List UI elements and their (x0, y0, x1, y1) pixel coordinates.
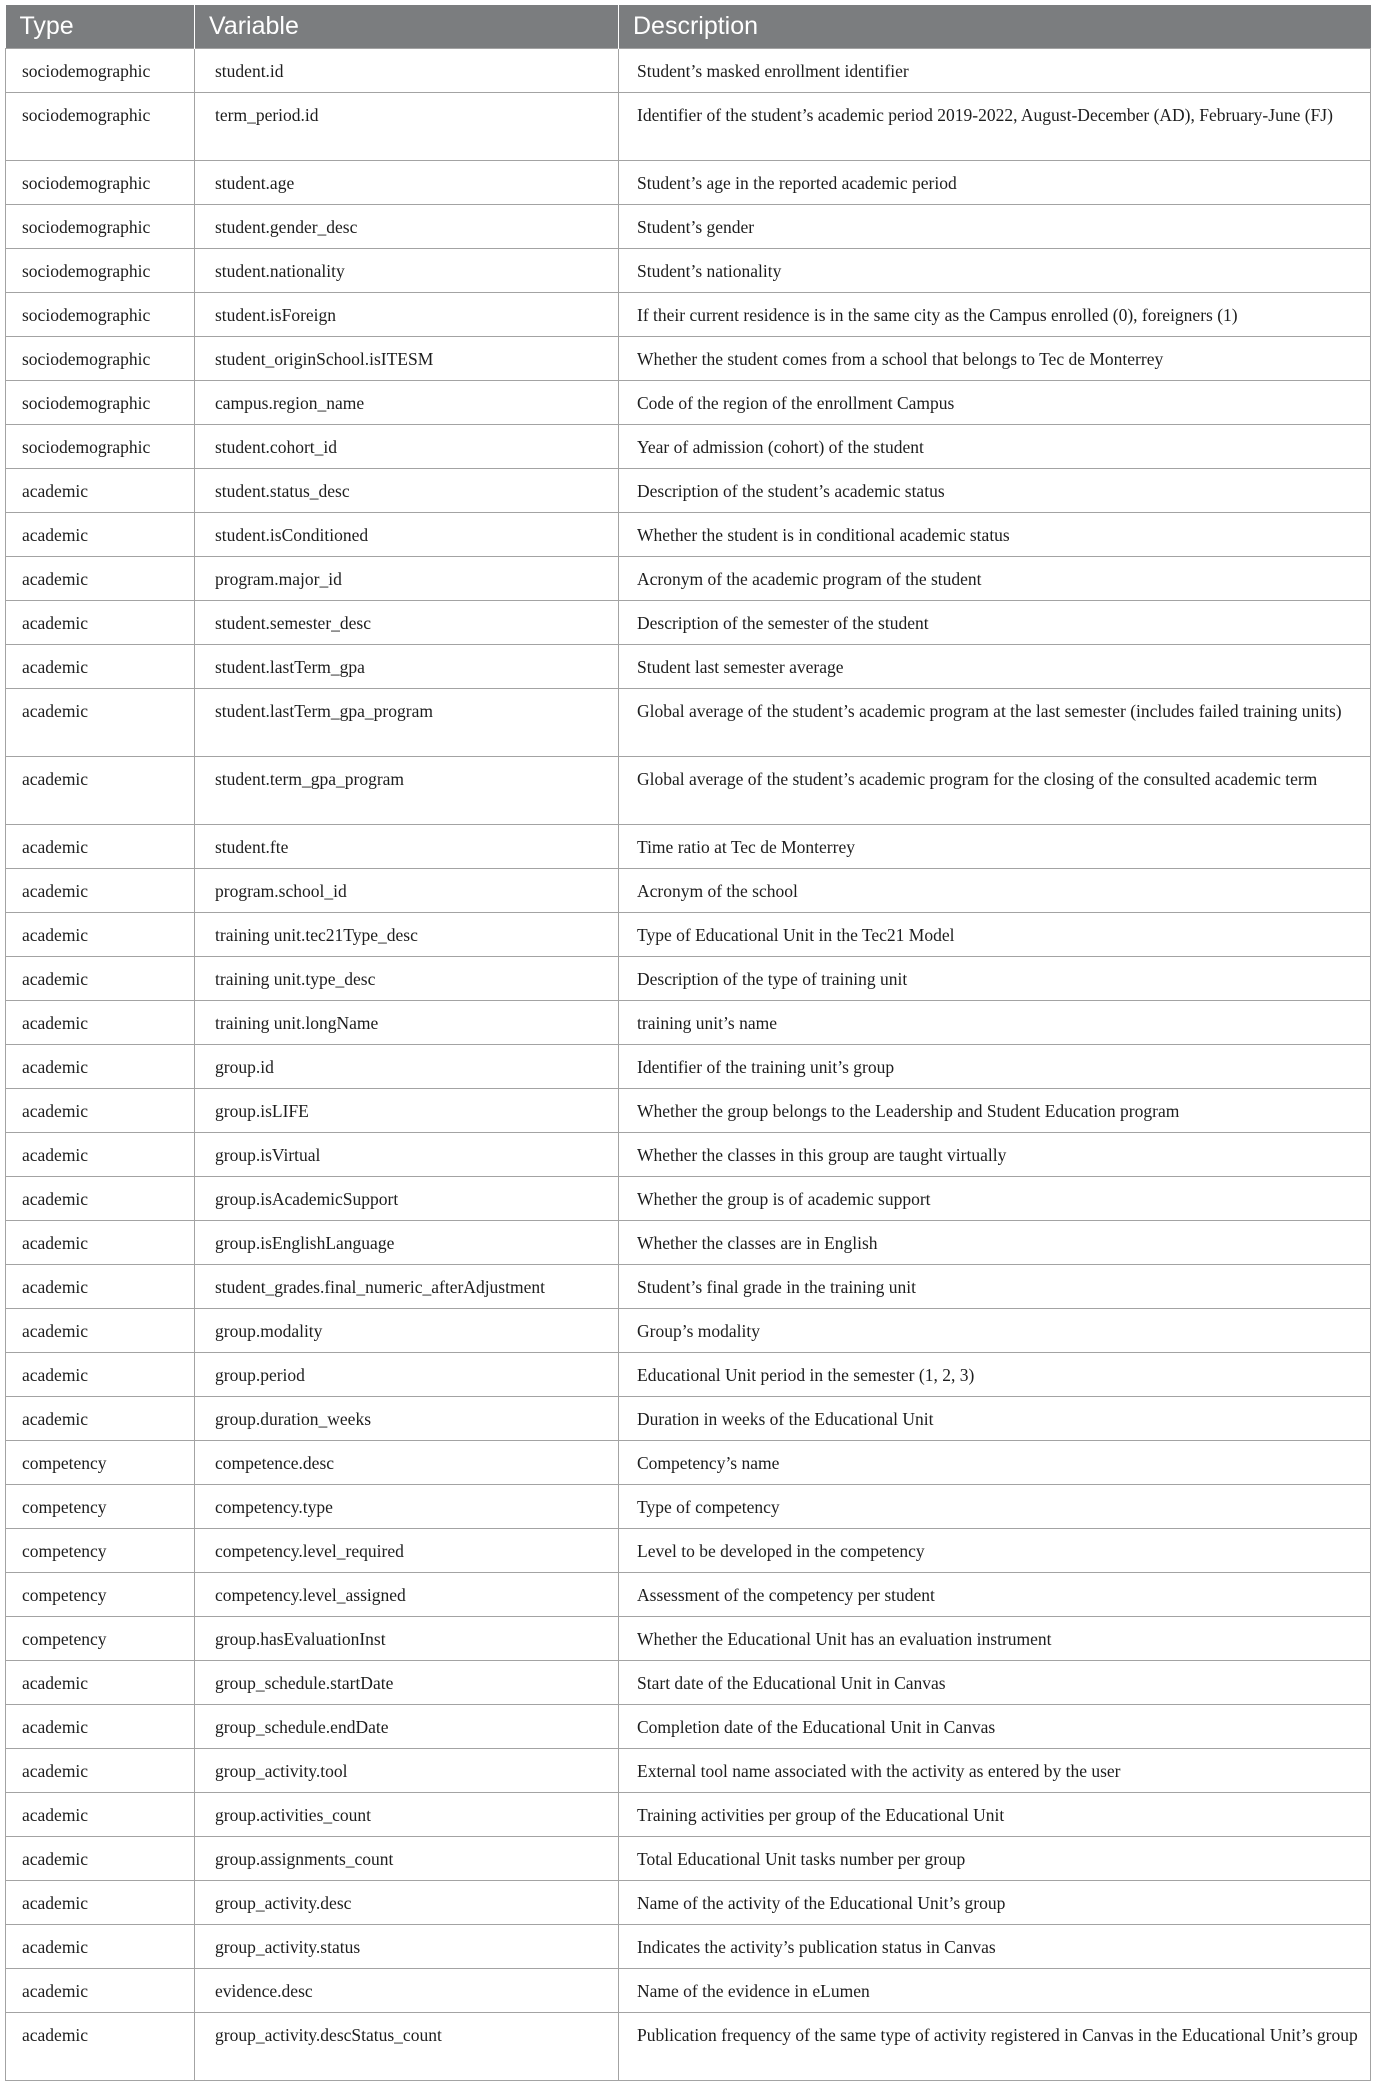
variable-cell: group_schedule.startDate (195, 1661, 619, 1705)
variable-cell: competency.level_assigned (195, 1573, 619, 1617)
table-row (6, 1705, 1371, 1749)
variable-cell: student.gender_desc (195, 205, 619, 249)
description-cell: Description of the student’s academic status (619, 469, 1371, 513)
type-cell: academic (6, 469, 195, 513)
table-header (6, 5, 1371, 49)
description-cell: Whether the classes in this group are taught virtually (619, 1133, 1371, 1177)
variable-cell: student.id (195, 49, 619, 93)
table-row (6, 1573, 1371, 1617)
type-cell: sociodemographic (6, 205, 195, 249)
table-row (6, 1133, 1371, 1177)
description-cell: Identifier of the student’s academic period 2019-2022, August-December (AD), February-June (FJ) (619, 93, 1371, 161)
type-cell: academic (6, 1089, 195, 1133)
description-cell: If their current residence is in the same city as the Campus enrolled (0), foreigners (1) (619, 293, 1371, 337)
description-cell: Time ratio at Tec de Monterrey (619, 825, 1371, 869)
variable-cell: student.age (195, 161, 619, 205)
table-row (6, 1265, 1371, 1309)
table-row (6, 1353, 1371, 1397)
description-cell: Student last semester average (619, 645, 1371, 689)
variable-cell: student.isForeign (195, 293, 619, 337)
table-row (6, 381, 1371, 425)
description-cell: Group’s modality (619, 1309, 1371, 1353)
variable-cell: competence.desc (195, 1441, 619, 1485)
table-row (6, 2013, 1371, 2081)
type-cell: academic (6, 1397, 195, 1441)
variable-cell: student.semester_desc (195, 601, 619, 645)
type-cell: academic (6, 913, 195, 957)
description-cell: Whether the group is of academic support (619, 1177, 1371, 1221)
description-cell: Year of admission (cohort) of the student (619, 425, 1371, 469)
variable-cell: training unit.type_desc (195, 957, 619, 1001)
variable-cell: student.term_gpa_program (195, 757, 619, 825)
table-row (6, 1925, 1371, 1969)
variable-cell: student_originSchool.isITESM (195, 337, 619, 381)
type-cell: academic (6, 1661, 195, 1705)
description-cell: Whether the group belongs to the Leadership and Student Education program (619, 1089, 1371, 1133)
table-row (6, 913, 1371, 957)
type-cell: academic (6, 601, 195, 645)
description-cell: Whether the student is in conditional academic status (619, 513, 1371, 557)
table-row (6, 249, 1371, 293)
table-row (6, 1969, 1371, 2013)
variable-cell: training unit.tec21Type_desc (195, 913, 619, 957)
description-cell: Whether the student comes from a school that belongs to Tec de Monterrey (619, 337, 1371, 381)
type-cell: academic (6, 1925, 195, 1969)
table-row (6, 1001, 1371, 1045)
description-cell: Name of the activity of the Educational Unit’s group (619, 1881, 1371, 1925)
type-cell: competency (6, 1485, 195, 1529)
header-row (6, 5, 1371, 49)
type-cell: competency (6, 1617, 195, 1661)
table-row (6, 757, 1371, 825)
variable-cell: student.lastTerm_gpa_program (195, 689, 619, 757)
variables-table (5, 5, 1371, 2081)
table-row (6, 689, 1371, 757)
type-cell: academic (6, 1177, 195, 1221)
variable-cell: group.period (195, 1353, 619, 1397)
type-cell: academic (6, 1705, 195, 1749)
type-cell: academic (6, 869, 195, 913)
type-cell: academic (6, 1793, 195, 1837)
variable-cell: group.modality (195, 1309, 619, 1353)
table-row (6, 469, 1371, 513)
type-cell: sociodemographic (6, 49, 195, 93)
variable-cell: group.isAcademicSupport (195, 1177, 619, 1221)
description-cell: Whether the Educational Unit has an evaluation instrument (619, 1617, 1371, 1661)
description-cell: Training activities per group of the Educational Unit (619, 1793, 1371, 1837)
description-cell: Type of competency (619, 1485, 1371, 1529)
variable-cell: student_grades.final_numeric_afterAdjustment (195, 1265, 619, 1309)
type-cell: academic (6, 1837, 195, 1881)
table-row (6, 1793, 1371, 1837)
table-row (6, 1397, 1371, 1441)
description-cell: Global average of the student’s academic program for the closing of the consulted academic term (619, 757, 1371, 825)
table-row (6, 1089, 1371, 1133)
variable-cell: group.assignments_count (195, 1837, 619, 1881)
table-row (6, 557, 1371, 601)
description-cell: Indicates the activity’s publication status in Canvas (619, 1925, 1371, 1969)
variable-cell: evidence.desc (195, 1969, 619, 2013)
description-cell: Student’s nationality (619, 249, 1371, 293)
table-row (6, 825, 1371, 869)
type-cell: sociodemographic (6, 161, 195, 205)
description-cell: Assessment of the competency per student (619, 1573, 1371, 1617)
variable-cell: competency.type (195, 1485, 619, 1529)
type-cell: academic (6, 1133, 195, 1177)
variable-cell: program.school_id (195, 869, 619, 913)
description-cell: Start date of the Educational Unit in Canvas (619, 1661, 1371, 1705)
variable-cell: term_period.id (195, 93, 619, 161)
description-cell: Duration in weeks of the Educational Unit (619, 1397, 1371, 1441)
variable-cell: group.isEnglishLanguage (195, 1221, 619, 1265)
description-cell: Student’s masked enrollment identifier (619, 49, 1371, 93)
variable-cell: training unit.longName (195, 1001, 619, 1045)
variable-cell: student.nationality (195, 249, 619, 293)
description-cell: Description of the semester of the student (619, 601, 1371, 645)
table-row (6, 337, 1371, 381)
table-row (6, 957, 1371, 1001)
type-cell: academic (6, 1749, 195, 1793)
description-cell: Competency’s name (619, 1441, 1371, 1485)
type-cell: sociodemographic (6, 337, 195, 381)
table-row (6, 1749, 1371, 1793)
type-cell: academic (6, 557, 195, 601)
variable-cell: student.fte (195, 825, 619, 869)
type-cell: academic (6, 825, 195, 869)
header-variable: Variable (195, 5, 619, 49)
table-row (6, 93, 1371, 161)
description-cell: Publication frequency of the same type of activity registered in Canvas in the Educational Unit’s group (619, 2013, 1371, 2081)
table-row (6, 1485, 1371, 1529)
type-cell: academic (6, 1969, 195, 2013)
table-row (6, 1177, 1371, 1221)
type-cell: academic (6, 645, 195, 689)
variable-cell: student.cohort_id (195, 425, 619, 469)
table-body (6, 49, 1371, 2081)
table-row (6, 601, 1371, 645)
variable-cell: group_activity.tool (195, 1749, 619, 1793)
table-row (6, 1045, 1371, 1089)
header-description: Description (619, 5, 1371, 49)
type-cell: competency (6, 1573, 195, 1617)
description-cell: Completion date of the Educational Unit in Canvas (619, 1705, 1371, 1749)
variable-cell: group_activity.desc (195, 1881, 619, 1925)
table-row (6, 1837, 1371, 1881)
table-row (6, 1441, 1371, 1485)
table-row (6, 869, 1371, 913)
variable-cell: group_activity.descStatus_count (195, 2013, 619, 2081)
type-cell: academic (6, 757, 195, 825)
type-cell: sociodemographic (6, 93, 195, 161)
description-cell: Student’s age in the reported academic period (619, 161, 1371, 205)
variables-table-container (5, 5, 1370, 2081)
variable-cell: group.isVirtual (195, 1133, 619, 1177)
type-cell: sociodemographic (6, 249, 195, 293)
variable-cell: group.hasEvaluationInst (195, 1617, 619, 1661)
variable-cell: competency.level_required (195, 1529, 619, 1573)
type-cell: academic (6, 689, 195, 757)
table-row (6, 1617, 1371, 1661)
description-cell: Type of Educational Unit in the Tec21 Model (619, 913, 1371, 957)
variable-cell: student.status_desc (195, 469, 619, 513)
variable-cell: student.lastTerm_gpa (195, 645, 619, 689)
description-cell: Level to be developed in the competency (619, 1529, 1371, 1573)
type-cell: academic (6, 1221, 195, 1265)
type-cell: sociodemographic (6, 381, 195, 425)
description-cell: Student’s final grade in the training unit (619, 1265, 1371, 1309)
description-cell: Acronym of the academic program of the student (619, 557, 1371, 601)
header-type: Type (6, 5, 195, 49)
variable-cell: group_schedule.endDate (195, 1705, 619, 1749)
description-cell: External tool name associated with the activity as entered by the user (619, 1749, 1371, 1793)
description-cell: Educational Unit period in the semester (1, 2, 3) (619, 1353, 1371, 1397)
table-row (6, 293, 1371, 337)
type-cell: academic (6, 1001, 195, 1045)
variable-cell: group_activity.status (195, 1925, 619, 1969)
variable-cell: group.duration_weeks (195, 1397, 619, 1441)
variable-cell: group.id (195, 1045, 619, 1089)
type-cell: academic (6, 957, 195, 1001)
description-cell: Whether the classes are in English (619, 1221, 1371, 1265)
type-cell: academic (6, 2013, 195, 2081)
table-row (6, 1221, 1371, 1265)
table-row (6, 513, 1371, 557)
type-cell: academic (6, 1353, 195, 1397)
description-cell: training unit’s name (619, 1001, 1371, 1045)
description-cell: Global average of the student’s academic program at the last semester (includes failed training units) (619, 689, 1371, 757)
description-cell: Name of the evidence in eLumen (619, 1969, 1371, 2013)
table-row (6, 1661, 1371, 1705)
type-cell: academic (6, 1045, 195, 1089)
variable-cell: student.isConditioned (195, 513, 619, 557)
type-cell: academic (6, 513, 195, 557)
table-row (6, 1529, 1371, 1573)
type-cell: competency (6, 1529, 195, 1573)
variable-cell: campus.region_name (195, 381, 619, 425)
variable-cell: program.major_id (195, 557, 619, 601)
type-cell: academic (6, 1265, 195, 1309)
description-cell: Acronym of the school (619, 869, 1371, 913)
table-row (6, 1881, 1371, 1925)
variable-cell: group.activities_count (195, 1793, 619, 1837)
variable-cell: group.isLIFE (195, 1089, 619, 1133)
table-row (6, 205, 1371, 249)
description-cell: Code of the region of the enrollment Campus (619, 381, 1371, 425)
table-row (6, 645, 1371, 689)
table-row (6, 425, 1371, 469)
description-cell: Student’s gender (619, 205, 1371, 249)
description-cell: Total Educational Unit tasks number per group (619, 1837, 1371, 1881)
table-row (6, 1309, 1371, 1353)
type-cell: academic (6, 1309, 195, 1353)
type-cell: academic (6, 1881, 195, 1925)
type-cell: competency (6, 1441, 195, 1485)
description-cell: Description of the type of training unit (619, 957, 1371, 1001)
table-row (6, 161, 1371, 205)
description-cell: Identifier of the training unit’s group (619, 1045, 1371, 1089)
type-cell: sociodemographic (6, 293, 195, 337)
type-cell: sociodemographic (6, 425, 195, 469)
table-row (6, 49, 1371, 93)
